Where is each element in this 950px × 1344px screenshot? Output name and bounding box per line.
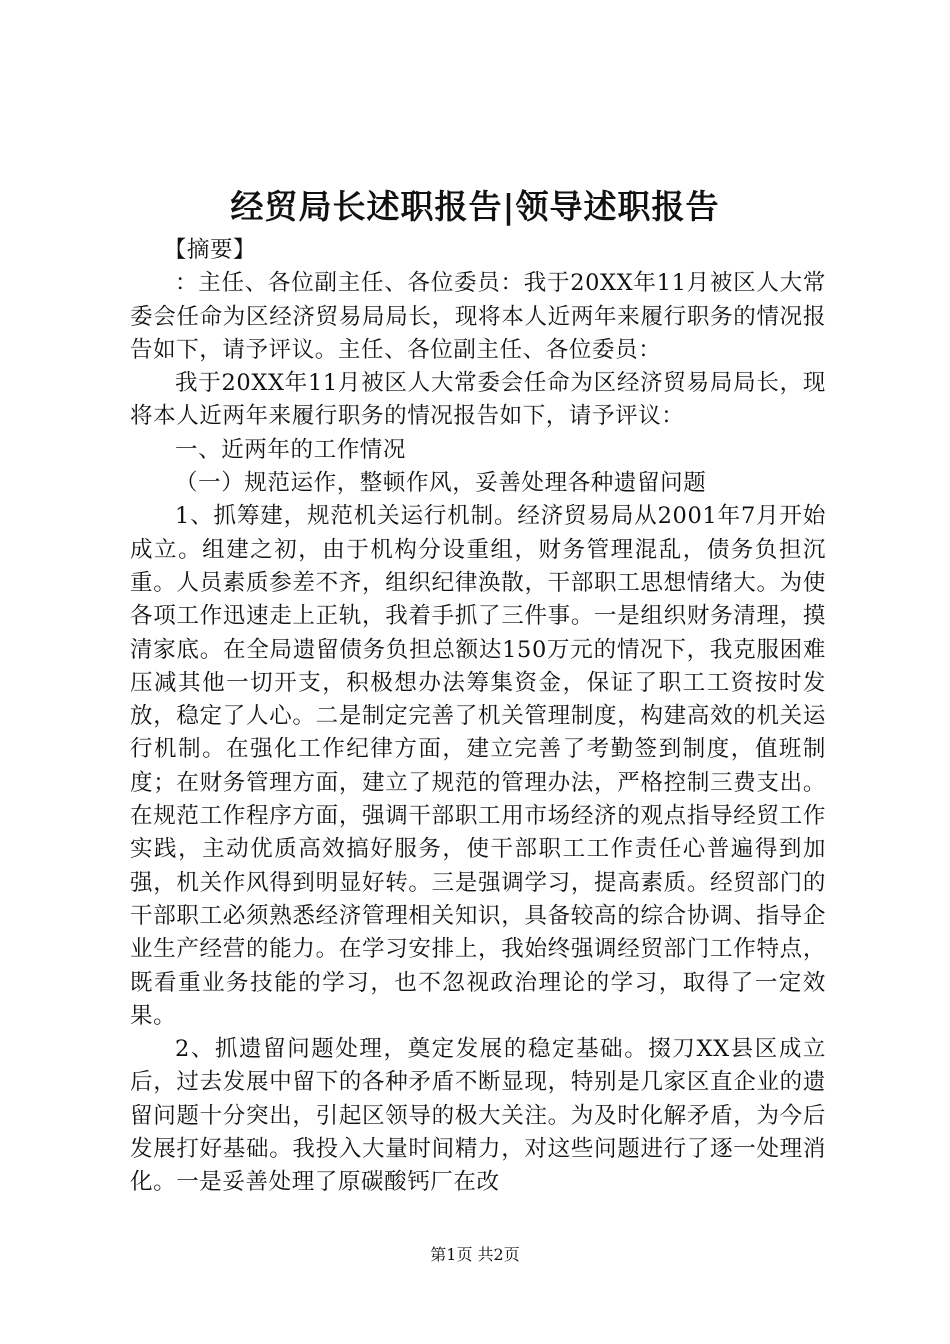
paragraph-opening: 我于20XX年11月被区人大常委会任命为区经济贸易局局长，现将本人近两年来履行职务的情况报告如下，请予评议： <box>130 370 826 430</box>
document-body <box>130 234 826 1200</box>
subsection-heading: （一）规范运作，整顿作风，妥善处理各种遗留问题 <box>175 470 707 497</box>
document-title: 经贸局长述职报告|领导述职报告 <box>230 187 720 226</box>
paragraph-salutation: ：主任、各位副主任、各位委员：我于20XX年11月被区人大常委会任命为区经济贸易局局长，现将本人近两年来履行职务的情况报告如下，请予评议。主任、各位副主任、各位委员： <box>130 270 826 363</box>
paragraph-item-2: 2、抓遗留问题处理，奠定发展的稳定基础。掇刀XX县区成立后，过去发展中留下的各种矛盾不断显现，特别是几家区直企业的遗留问题十分突出，引起区领导的极大关注。为及时化解矛盾，为今后发展打好基础。我投入大量时间精力，对这些问题进行了逐一处理消化。一是妥善处理了原碳酸钙厂在改 <box>130 1036 826 1196</box>
paragraph-item-1: 1、抓筹建，规范机关运行机制。经济贸易局从2001年7月开始成立。组建之初，由于机构分设重组，财务管理混乱，债务负担沉重。人员素质参差不齐，组织纪律涣散，干部职工思想情绪大。为使各项工作迅速走上正轨，我着手抓了三件事。一是组织财务清理，摸清家底。在全局遗留债务负担总额达150万元的情况下，我克服困难压减其他一切开支，积极想办法筹集资金，保证了职工工资按时发放，稳定了人心。二是制定完善了机关管理制度，构建高效的机关运行机制。在强化工作纪律方面，建立完善了考勤签到制度，值班制度；在财务管理方面，建立了规范的管理办法，严格控制三费支出。在规范工作程序方面，强调干部职工用市场经济的观点指导经贸工作实践，主动优质高效搞好服务，使干部职工工作责任心普遍得到加强，机关作风得到明显好转。三是强调学习，提高素质。经贸部门的干部职工必须熟悉经济管理相关知识，具备较高的综合协调、指导企业生产经营的能力。在学习安排上，我始终强调经贸部门工作特点，既看重业务技能的学习，也不忽视政治理论的学习，取得了一定效果。 <box>130 503 826 1029</box>
section-heading: 一、近两年的工作情况 <box>175 436 407 463</box>
page-number: 第1页 共2页 <box>430 1245 520 1264</box>
abstract-label: 【摘要】 <box>163 237 257 263</box>
